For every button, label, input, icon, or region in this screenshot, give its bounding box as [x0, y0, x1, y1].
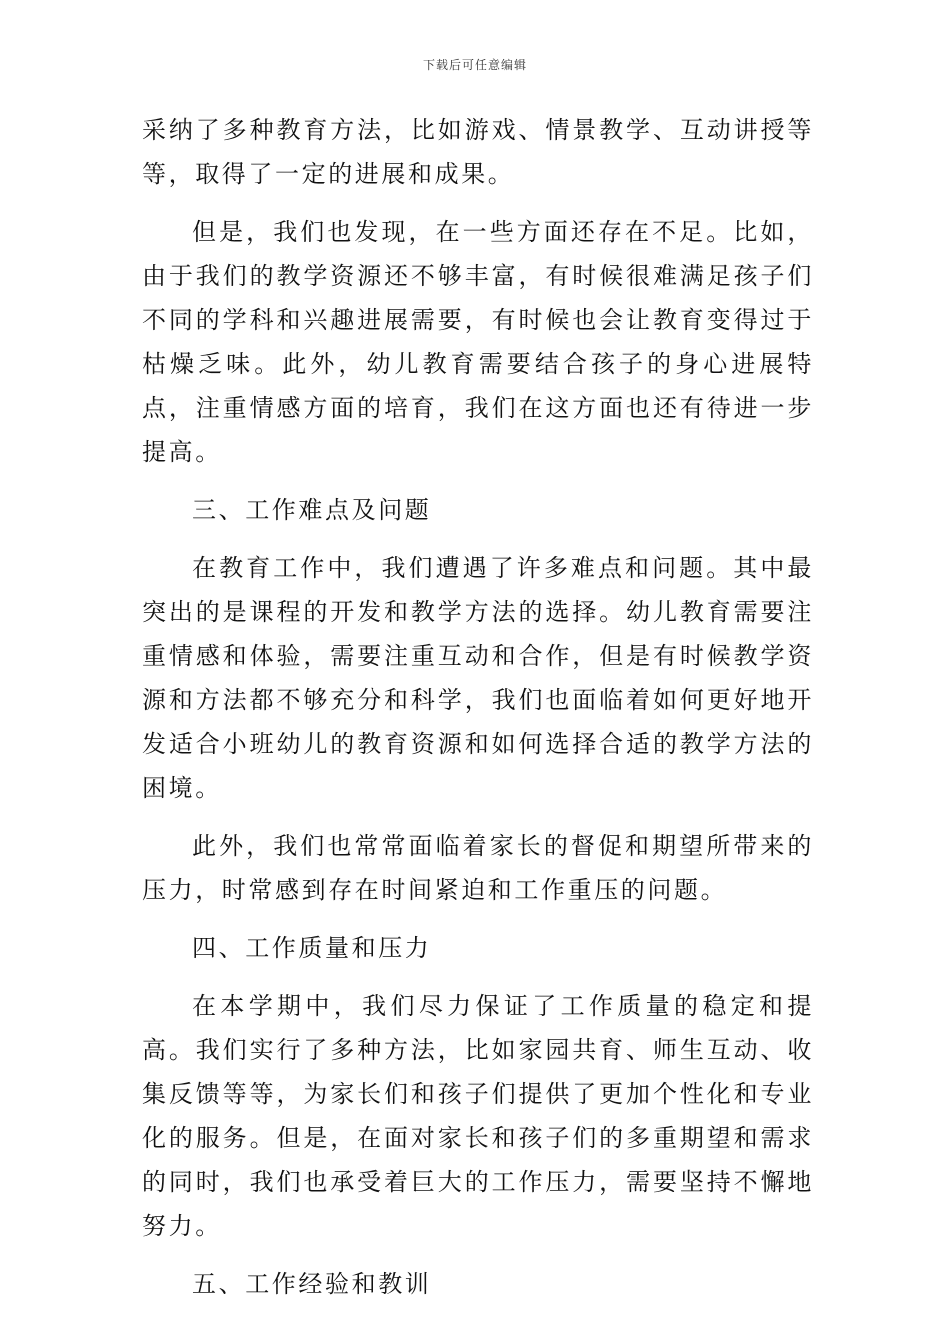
paragraph-work-quality: 在本学期中，我们尽力保证了工作质量的稳定和提高。我们实行了多种方法，比如家园共育、师生互动、收集反馈等等，为家长们和孩子们提供了更加个性化和专业化的服务。但是，在面对家长和孩子们的多重期望和需求的同时，我们也承受着巨大的工作压力，需要坚持不懈地努力。: [142, 992, 814, 1240]
document-body: [142, 108, 814, 1320]
paragraph-shortcomings: 但是，我们也发现，在一些方面还存在不足。比如，由于我们的教学资源还不够丰富，有时候很难满足孩子们不同的学科和兴趣进展需要，有时候也会让教育变得过于枯燥乏味。此外，幼儿教育需要结合孩子的身心进展特点，注重情感方面的培育，我们在这方面也还有待进一步提高。: [142, 218, 814, 466]
section-heading-3: 三、工作难点及问题: [192, 496, 432, 524]
paragraph-pressure-from-parents: 此外，我们也常常面临着家长的督促和期望所带来的压力，时常感到存在时间紧迫和工作重压的问题。: [142, 832, 814, 904]
page-header: 下载后可任意编辑: [422, 58, 527, 72]
section-heading-5: 五、工作经验和教训: [192, 1270, 432, 1298]
section-heading-4: 四、工作质量和压力: [192, 934, 432, 962]
paragraph-difficulties: 在教育工作中，我们遭遇了许多难点和问题。其中最突出的是课程的开发和教学方法的选择。幼儿教育需要注重情感和体验，需要注重互动和合作，但是有时候教学资源和方法都不够充分和科学，我们也面临着如何更好地开发适合小班幼儿的教育资源和如何选择合适的教学方法的困境。: [142, 554, 814, 802]
paragraph-continued: 采纳了多种教育方法，比如游戏、情景教学、互动讲授等等，取得了一定的进展和成果。: [142, 116, 814, 188]
